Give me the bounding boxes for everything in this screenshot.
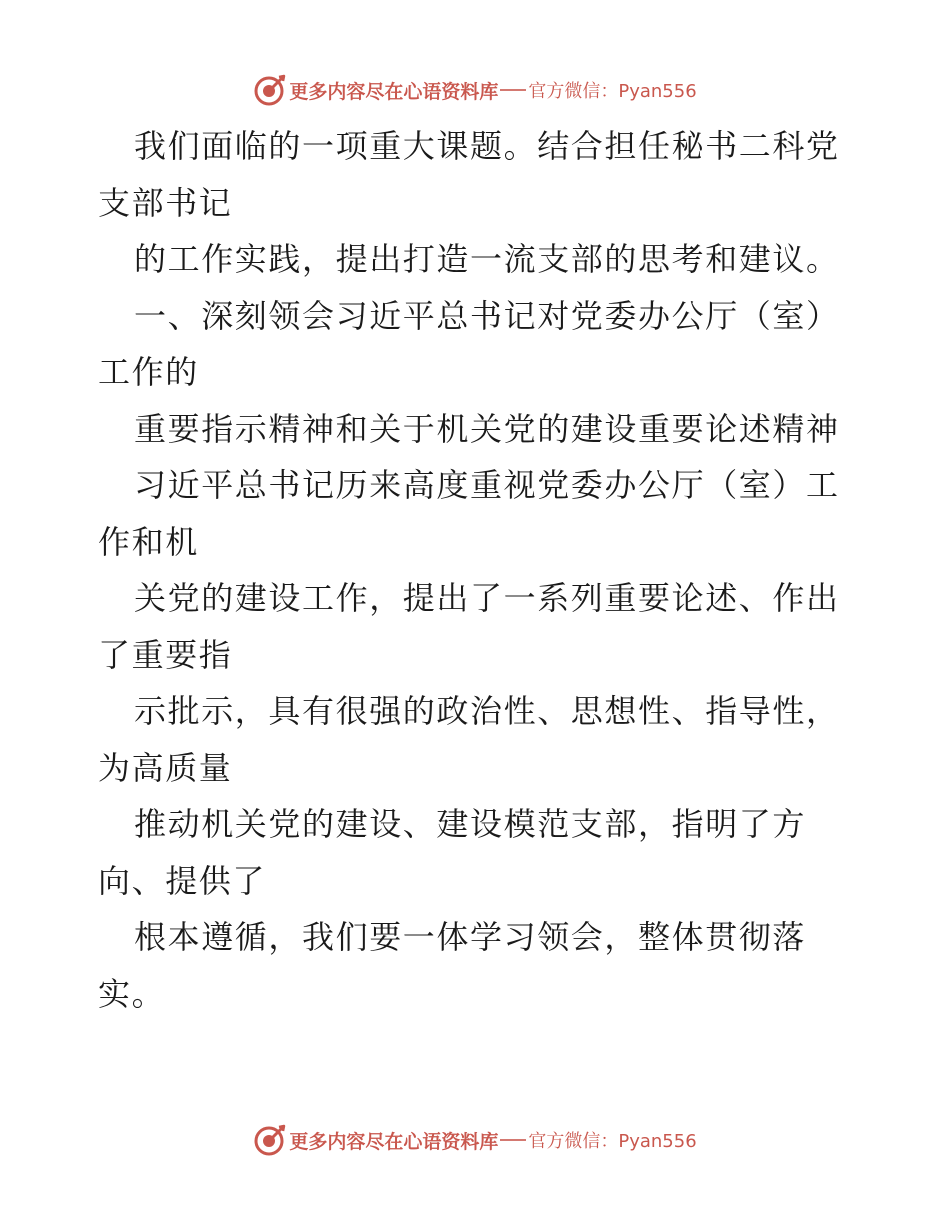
text-line: 我们面临的一项重大课题。结合担任秘书二科党: [134, 127, 840, 165]
text-line: 为高质量: [98, 748, 233, 787]
text-line: 关党的建设工作，提出了一系列重要论述、作出: [134, 579, 840, 617]
watermark-dash: [500, 1139, 526, 1141]
text-line: 推动机关党的建设、建设模范支部，指明了方: [134, 805, 807, 843]
text-line: 支部书记: [98, 183, 233, 222]
watermark-dash: [500, 89, 526, 91]
text-line: 重要指示精神和关于机关党的建设重要论述精神: [134, 409, 840, 448]
document-body: [98, 118, 858, 1022]
watermark-contact: 官方微信：Pyan556: [528, 1131, 697, 1152]
text-line: 习近平总书记历来高度重视党委办公厅（室）工: [134, 466, 840, 504]
brand-logo-icon: [253, 1123, 287, 1157]
watermark-brand: 更多内容尽在心语资料库: [289, 1130, 499, 1153]
text-line: 工作的: [98, 353, 199, 391]
watermark-contact: 官方微信：Pyan556: [528, 81, 697, 102]
text-line: 向、提供了: [98, 861, 267, 900]
text-line: 了重要指: [98, 635, 233, 674]
watermark-brand: 更多内容尽在心语资料库: [289, 80, 499, 103]
text-line: 实。: [98, 974, 166, 1013]
text-line: 一、深刻领会习近平总书记对党委办公厅（室）: [134, 296, 840, 335]
footer-watermark: [0, 1120, 950, 1160]
text-line: 作和机: [98, 522, 199, 561]
text-line: 的工作实践，提出打造一流支部的思考和建议。: [134, 240, 840, 278]
brand-logo-icon: [253, 73, 287, 107]
text-line: 根本遵循，我们要一体学习领会，整体贯彻落: [134, 918, 807, 956]
header-watermark: [0, 70, 950, 110]
text-line: 示批示，具有很强的政治性、思想性、指导性，: [134, 692, 840, 730]
